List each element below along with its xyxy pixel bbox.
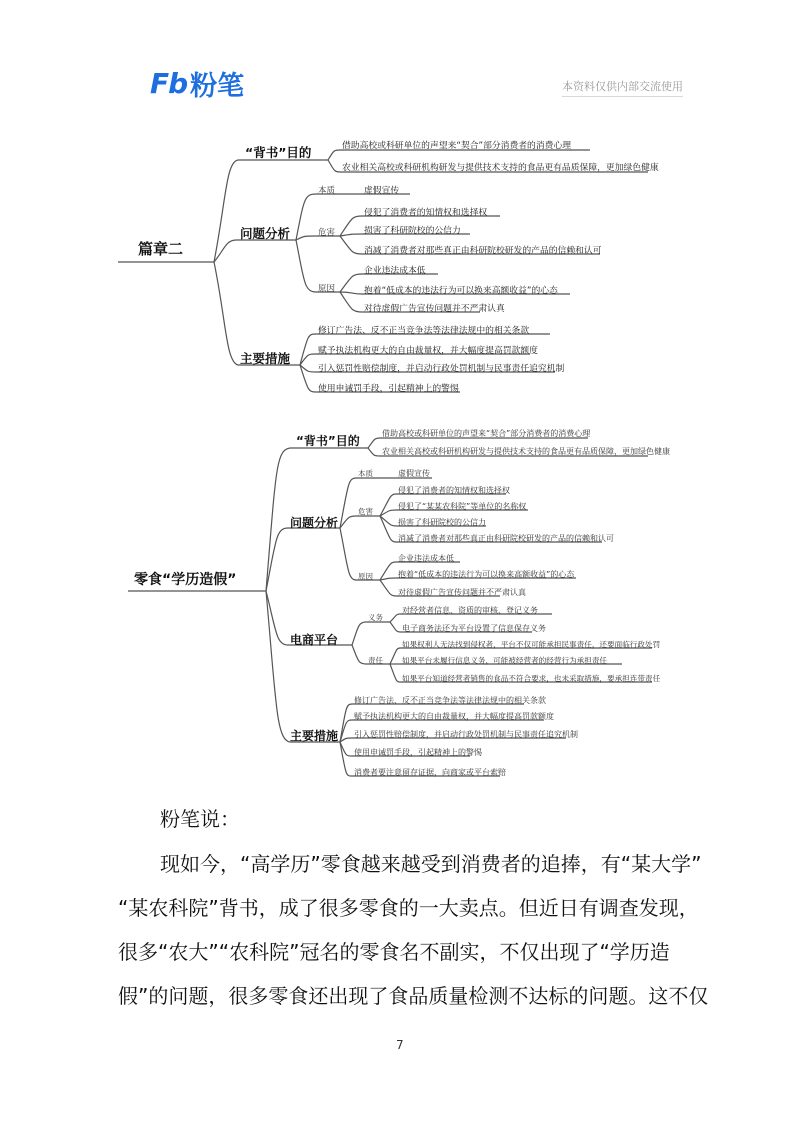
leaf: 抱着“低成本的违法行为可以换来高额收益”的心态 [398, 570, 575, 579]
leaf: 如果权利人无法找到侵权者，平台不仅可能承担民事责任，还要面临行政处罚 [402, 640, 661, 649]
leaf: 虚假宣传 [398, 469, 430, 478]
leaf: 对待虚假广告宣传问题并不严肃认真 [364, 304, 505, 314]
branch-beishu: “背书”目的 [296, 434, 360, 448]
branch-problem-analysis: 问题分析 [290, 516, 339, 530]
branch-measures: 主要措施 [240, 351, 291, 366]
sub-yiwu: 义务 [368, 613, 383, 622]
leaf: 企业违法成本低 [364, 266, 426, 276]
leaf: 对经营者信息、资质的审核、登记义务 [402, 606, 538, 615]
sub-yuanyin: 原因 [358, 572, 373, 581]
mindmap-root: 篇章二 [138, 240, 184, 258]
leaf: 赋予执法机构更大的自由裁量权，并大幅度提高罚款额度 [354, 712, 554, 721]
branch-measures: 主要措施 [290, 729, 339, 743]
leaf: 消减了消费者对那些真正由科研院校研发的产品的信赖和认可 [398, 534, 614, 543]
logo-mark-icon: Fb [150, 67, 188, 100]
leaf: 农业相关高校或科研机构研发与提供技术支持的食品更有品质保障，更加绿色健康 [342, 163, 659, 173]
leaf: 引入惩罚性赔偿制度，并启动行政处罚机制与民事责任追究机制 [354, 730, 578, 739]
body-line: “某农科院”背书，成了很多零食的一大卖点。但近日有调查发现， [118, 896, 699, 920]
leaf: 修订广告法、反不正当竞争法等法律法规中的相关条款 [318, 326, 530, 336]
branch-beishu: “背书”目的 [245, 145, 312, 160]
logo-text: 粉笔 [190, 71, 245, 102]
sub-benzhi: 本质 [358, 469, 373, 478]
leaf: 如果平台未履行信息义务，可能被经营者的经营行为承担责任 [402, 656, 608, 665]
internal-use-watermark: 本资料仅供内部交流使用 [562, 78, 683, 97]
leaf: 消费者要注意留存证据，向商家或平台索赔 [354, 768, 506, 777]
leaf: 引入惩罚性赔偿制度，并启动行政处罚机制与民事责任追究机制 [318, 364, 565, 374]
leaf: 侵犯了消费者的知情权和选择权 [398, 486, 510, 495]
leaf: 抱着“低成本的违法行为可以换来高额收益”的心态 [364, 286, 558, 296]
branch-problem-analysis: 问题分析 [240, 226, 291, 241]
leaf: 虚假宣传 [364, 186, 400, 196]
leaf: 使用申诫罚手段，引起精神上的警惕 [354, 748, 482, 757]
body-line: 很多“农大”“农科院”冠名的零食名不副实，不仅出现了“学历造 [118, 940, 670, 964]
leaf: 侵犯了“某某农科院”等单位的名称权 [398, 502, 527, 511]
body-lead: 粉笔说： [160, 807, 240, 831]
leaf: 电子商务法还为平台设置了信息保存义务 [402, 624, 546, 633]
mindmap-root: 零食“学历造假” [134, 572, 237, 588]
page-number: 7 [396, 1038, 404, 1052]
sub-zeren: 责任 [368, 656, 383, 665]
leaf: 赋予执法机构更大的自由裁量权，并大幅度提高罚款额度 [318, 346, 538, 356]
leaf: 侵犯了消费者的知情权和选择权 [364, 208, 488, 218]
leaf: 损害了科研院校的公信力 [398, 518, 486, 527]
leaf: 对待虚假广告宣传问题并不严肃认真 [398, 588, 526, 597]
sub-yuanyin: 原因 [318, 284, 336, 294]
sub-weihai: 危害 [358, 507, 373, 516]
leaf: 借助高校或科研单位的声望来“契合”部分消费者的消费心理 [342, 141, 572, 151]
leaf: 修订广告法、反不正当竞争法等法律法规中的相关条款 [354, 696, 546, 705]
leaf: 借助高校或科研单位的声望来“契合”部分消费者的消费心理 [382, 429, 591, 438]
branch-ecommerce-platform: 电商平台 [290, 633, 339, 647]
leaf: 企业违法成本低 [398, 554, 454, 563]
body-line: 现如今，“高学历”零食越来越受到消费者的追捧，有“某大学” [160, 852, 702, 876]
sub-weihai: 危害 [318, 228, 336, 238]
body-line: 假”的问题，很多零食还出现了食品质量检测不达标的问题。这不仅 [118, 984, 709, 1008]
leaf: 消减了消费者对那些真正由科研院校研发的产品的信赖和认可 [364, 246, 602, 256]
leaf: 使用申诫罚手段，引起精神上的警惕 [318, 384, 459, 394]
leaf: 农业相关高校或科研机构研发与提供技术支持的食品更有品质保障，更加绿色健康 [382, 447, 670, 456]
leaf: 损害了科研院校的公信力 [364, 226, 461, 236]
sub-benzhi: 本质 [318, 186, 336, 196]
leaf: 如果平台知道经营者销售的食品不符合要求，也未采取措施，要承担连带责任 [402, 674, 661, 683]
